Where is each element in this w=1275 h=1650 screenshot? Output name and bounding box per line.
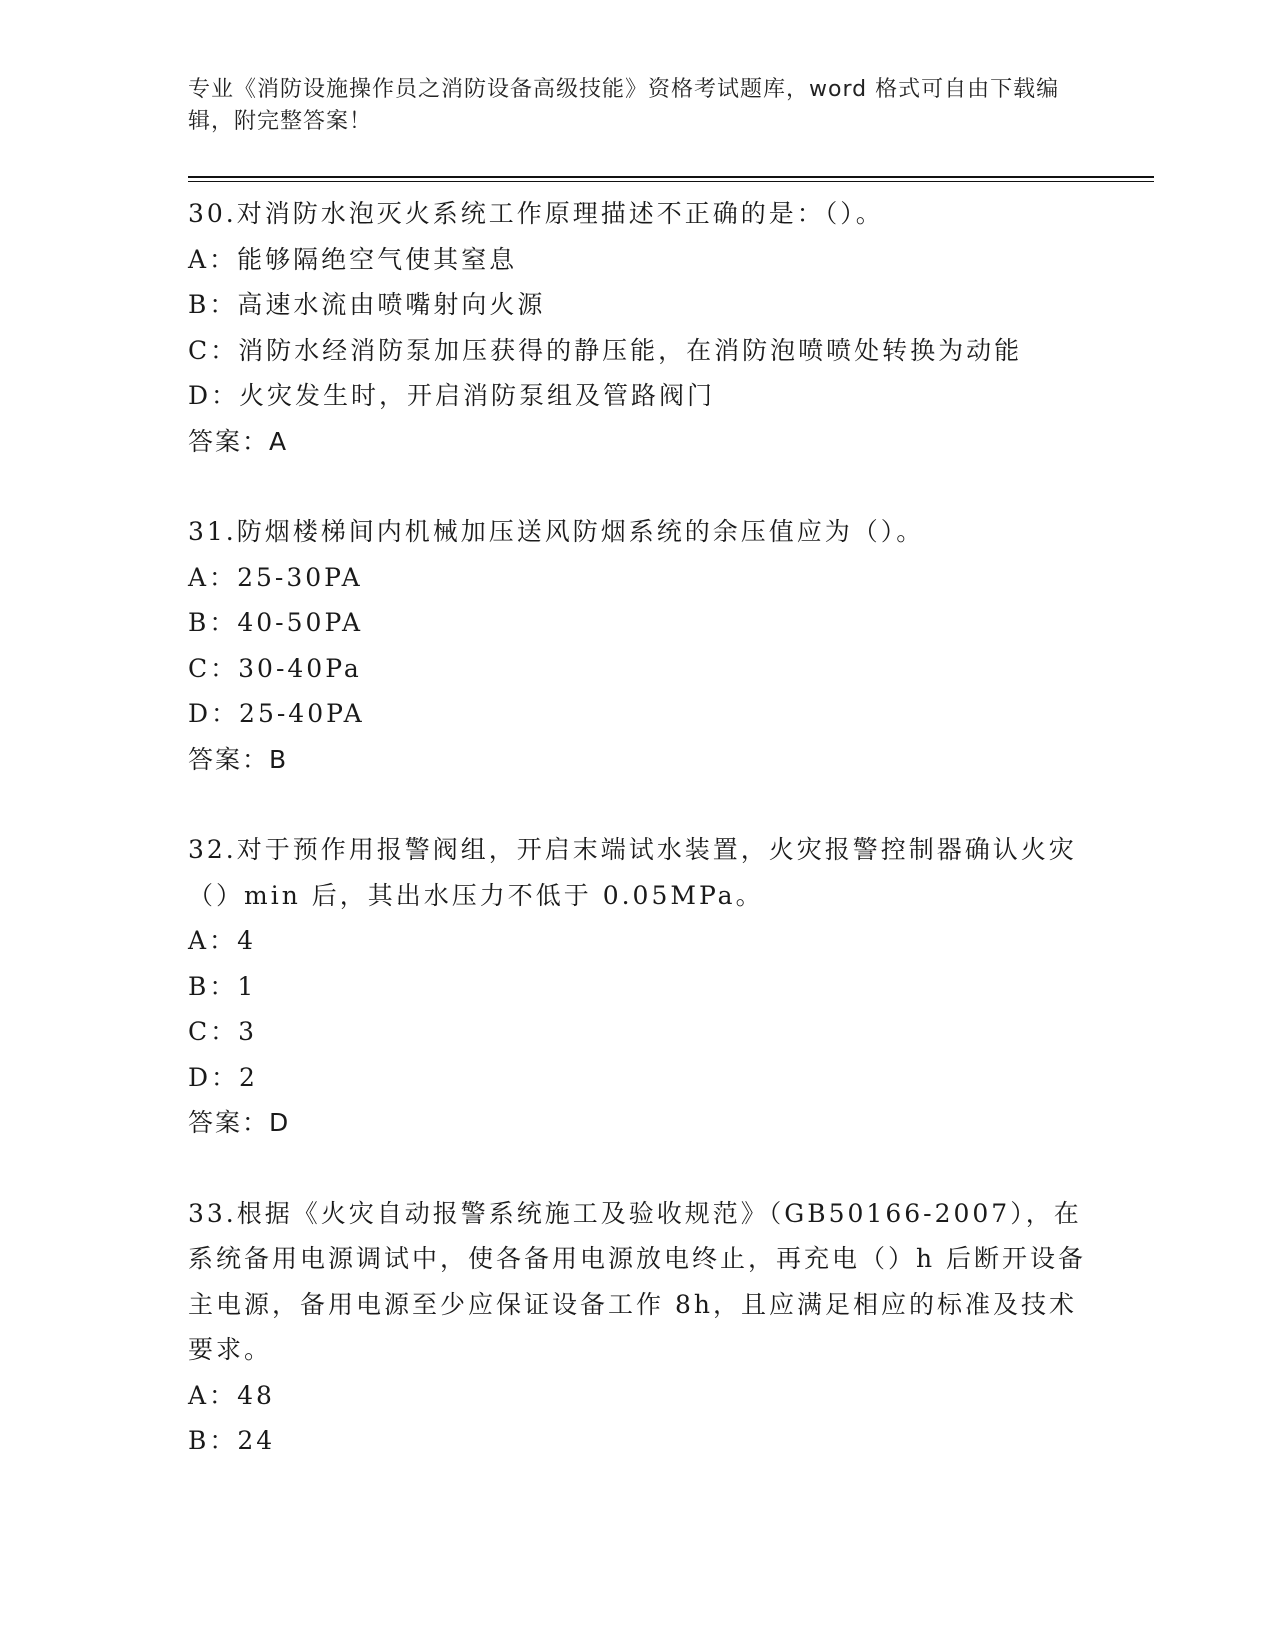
- header-divider-thick: [188, 176, 1154, 178]
- option-letter: A：: [188, 244, 238, 274]
- option-c: [188, 328, 1088, 374]
- question-stem: 32.对于预作用报警阀组，开启末端试水装置，火灾报警控制器确认火灾（）min 后，其出水压力不低于 0.05MPa。: [188, 835, 1077, 910]
- option-text: 高速水流由喷嘴射向火源: [237, 290, 546, 319]
- option-d: [188, 373, 1088, 419]
- question-32: [188, 827, 1088, 1146]
- option-letter: D：: [188, 381, 240, 410]
- option-letter: A：: [188, 1380, 238, 1410]
- question-stem: 33.根据《火灾自动报警系统施工及验收规范》（GB50166-2007），在系统备用电源调试中，使各备用电源放电终止，再充电（）h 后断开设备主电源，备用电源至少应保证设备工作 8h，且应满足相应的标准及技术要求。: [188, 1198, 1087, 1364]
- option-b: [188, 282, 1088, 328]
- option-text: 火灾发生时，开启消防泵组及管路阀门: [239, 381, 716, 410]
- option-text: 能够隔绝空气使其窒息: [237, 244, 518, 274]
- option-a: [188, 237, 1088, 283]
- option-letter: B：: [188, 971, 238, 1001]
- option-text: 40-50PA: [237, 608, 364, 637]
- option-text: 25-40PA: [239, 699, 365, 728]
- option-text: 25-30PA: [237, 562, 363, 592]
- option-letter: D：: [188, 699, 240, 728]
- option-text: 30-40Pa: [238, 653, 362, 683]
- answer-line: 答案：D: [188, 1108, 291, 1137]
- option-text: 消防水经消防泵加压获得的静压能，在消防泡喷喷处转换为动能: [238, 335, 1023, 365]
- question-33: [188, 1191, 1088, 1464]
- option-letter: B：: [188, 1426, 238, 1455]
- question-list: [188, 191, 1088, 1509]
- question-stem: 30.对消防水泡灭火系统工作原理描述不正确的是：（）。: [188, 199, 884, 228]
- option-letter: A：: [188, 562, 238, 592]
- question-31: [188, 509, 1088, 782]
- option-c: [188, 1009, 1088, 1055]
- option-text: 24: [237, 1426, 276, 1455]
- answer-line: 答案：B: [188, 744, 289, 774]
- option-letter: C：: [188, 1017, 239, 1046]
- option-letter: A：: [188, 926, 238, 955]
- answer-line: 答案：A: [188, 426, 289, 456]
- option-letter: D：: [188, 1062, 240, 1092]
- option-letter: B：: [188, 608, 238, 637]
- document-header: 专业《消防设施操作员之消防设备高级技能》资格考试题库，word 格式可自由下载编辑，附完整答案！: [188, 77, 1060, 134]
- option-a: [188, 918, 1088, 964]
- option-letter: C：: [188, 653, 239, 683]
- option-letter: C：: [188, 335, 239, 365]
- option-text: 1: [237, 971, 257, 1001]
- option-text: 4: [237, 926, 256, 955]
- option-b: [188, 600, 1088, 646]
- option-a: [188, 555, 1088, 601]
- header-divider-thin: [188, 181, 1154, 182]
- option-text: 48: [237, 1380, 275, 1410]
- option-text: 3: [238, 1017, 258, 1046]
- option-d: [188, 691, 1088, 737]
- question-30: [188, 191, 1088, 464]
- option-d: [188, 1055, 1088, 1101]
- option-b: [188, 964, 1088, 1010]
- option-a: [188, 1373, 1088, 1419]
- question-stem: 31.防烟楼梯间内机械加压送风防烟系统的余压值应为（）。: [188, 517, 925, 546]
- option-letter: B：: [188, 290, 238, 319]
- option-text: 2: [239, 1062, 258, 1092]
- option-b: [188, 1418, 1088, 1464]
- option-c: [188, 646, 1088, 692]
